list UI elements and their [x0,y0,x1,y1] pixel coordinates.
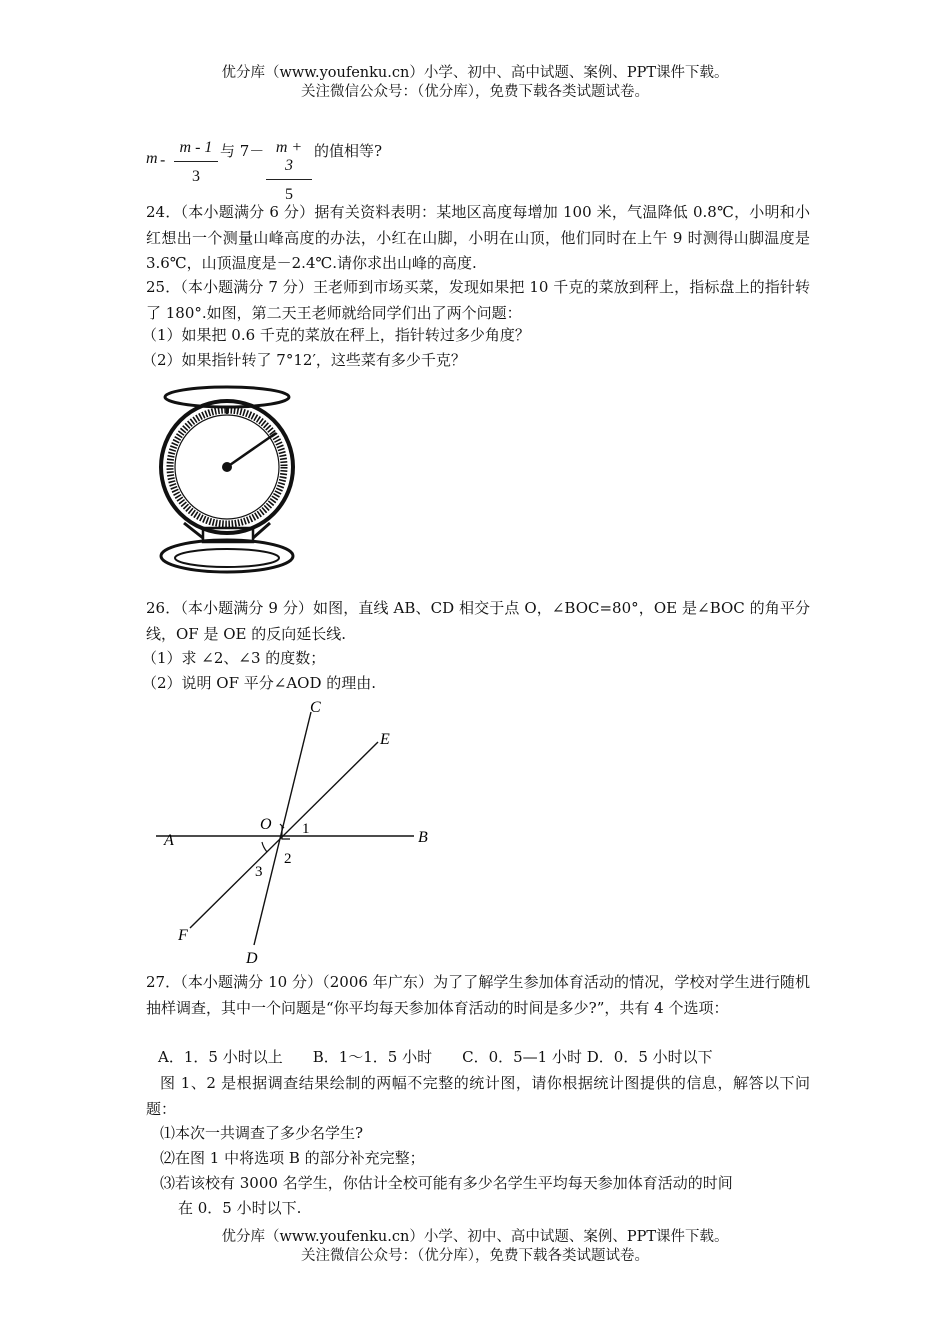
fraction-2-denominator: 5 [285,186,293,203]
fraction-2 [266,139,312,204]
scale-pointer-hub [222,462,232,472]
page-footer [0,1228,950,1266]
scale-pointer [227,433,276,467]
header-line-1: 优分库（www.youfenku.cn）小学、初中、高中试题、案例、PPT课件下载。 [221,65,729,81]
footer-line-2: 关注微信公众号：（优分库），免费下载各类试题试卷。 [301,1248,649,1264]
question-24: 24．（本小题满分 6 分）据有关资料表明：某地区高度每增加 100 米，气温降低 0.8℃，小明和小红想出一个测量山峰高度的办法，小红在山脚，小明在山顶，他们同时在上午 9 时测得山脚温度是 3.6℃，山顶温度是－2.4℃.请你求出山峰的高度. [146,203,810,272]
question-27-options: A．1．5 小时以上 B．1～1．5 小时 C．0．5—1 小时 D．0．5 小时以下 [158,1048,713,1066]
header-line-2: 关注微信公众号：（优分库），免费下载各类试题试卷。 [301,84,649,100]
footer-line-1: 优分库（www.youfenku.cn）小学、初中、高中试题、案例、PPT课件下载。 [221,1229,729,1245]
fraction-2-numerator: m + 3 [266,139,312,180]
fraction-1-denominator: 3 [192,168,200,185]
label-F: F [178,927,188,944]
question-25-sub-1: （1）如果把 0.6 千克的菜放在秤上，指针转过多少角度？ [142,326,530,344]
question-26-sub-2: （2）说明 OF 平分∠AOD 的理由. [142,674,377,692]
label-C: C [310,699,321,716]
label-A: A [164,832,174,849]
label-E: E [380,731,390,748]
question-27: 27．（本小题满分 10 分）（2006 年广东）为了了解学生参加体育活动的情况，学校对学生进行随机抽样调查，其中一个问题是“你平均每天参加体育活动的时间是多少?”，共有 4 个选项： [146,973,810,1017]
scale-top-pan [165,387,289,407]
question-26: 26．（本小题满分 9 分）如图，直线 AB、CD 相交于点 O，∠BOC=80°，OE 是∠BOC 的角平分线，OF 是 OE 的反向延长线. [146,599,810,643]
label-angle-3: 3 [255,864,263,880]
label-D: D [246,950,258,967]
question-27-sub-3: ⑶若该校有 3000 名学生，你估计全校可能有多少名学生平均每天参加体育活动的时间 [160,1174,733,1192]
angle-figure [130,692,450,968]
var-m: m [146,150,158,167]
fraction-1-numerator: m - 1 [174,139,218,162]
q23-tail: 的值相等? [314,142,383,160]
question-27-intro: 图 1、2 是根据调查结果绘制的两幅不完整的统计图，请你根据统计图提供的信息，解答以下问题： [146,1074,810,1118]
label-angle-1: 1 [302,821,310,837]
page-header [0,64,950,102]
question-25: 25．（本小题满分 7 分）王老师到市场买菜，发现如果把 10 千克的菜放到秤上，指标盘上的指针转了 180°.如图，第二天王老师就给同学们出了两个问题： [146,278,810,322]
ray-OE-OF [190,742,378,928]
question-25-sub-2: （2）如果指针转了 7°12′，这些菜有多少千克？ [142,351,466,369]
label-angle-2: 2 [284,851,292,867]
scale-figure [150,378,310,590]
question-27-sub-2: ⑵在图 1 中将选项 B 的部分补充完整； [160,1149,425,1167]
question-27-sub-3-cont: 在 0．5 小时以下. [178,1199,302,1217]
label-B: B [418,829,428,846]
fraction-1 [174,139,218,186]
question-26-sub-1: （1）求 ∠2、∠3 的度数； [142,649,326,667]
q23-mid-text: 与 7－ [220,142,265,160]
minus-sign: - [160,150,166,169]
label-O: O [260,816,272,833]
question-27-sub-1: ⑴本次一共调查了多少名学生? [160,1124,364,1142]
